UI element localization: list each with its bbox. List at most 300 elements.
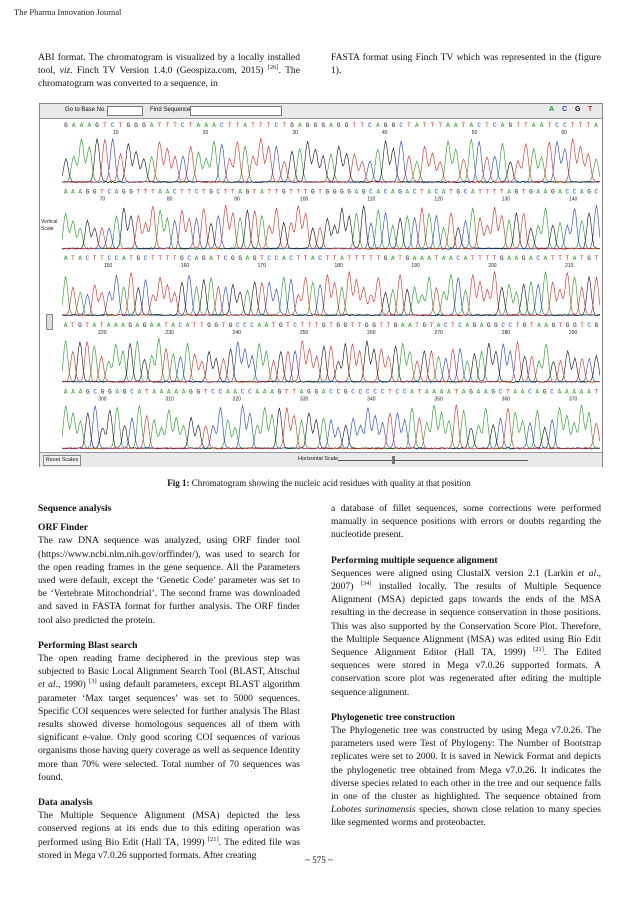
base-call: A [226,388,230,396]
base-call: A [579,388,584,396]
base-call: T [388,388,392,396]
base-call: G [383,122,388,129]
base-call: C [550,388,554,396]
base-call: A [311,255,315,263]
base-call: T [100,255,104,263]
base-call: C [107,255,112,263]
position-tick: 30 [292,130,298,136]
position-tick: 150 [103,263,113,270]
base-call: T [451,321,455,329]
base-call: T [118,122,123,129]
base-call: T [303,255,308,263]
base-call: C [181,122,185,129]
base-call: T [478,188,482,196]
base-call: T [430,122,435,129]
base-call: A [233,388,237,396]
base-call: A [412,255,417,263]
base-call: G [336,321,340,329]
phylogenetic-paragraph: The Phylogenetic tree was constructed by using Mega v7.0.26. The parameters used were Test of Phylogeny: The Number of Bootstrap replicates were set to 2000. It is saved in Newick Format and depicts the phylogenetic tree obtained from Mega v7.0.26. It indicates the diverse species related to each other in the tree and our sequence falls in one of the cluster as highlighted. The sequence obtained from Lobotes surinamensis species, shown close relation to many species like segmented worms and proteobacter. [331,725,601,829]
base-call: T [180,188,184,196]
base-call: G [142,321,147,329]
base-call: T [267,188,272,196]
base-call: C [336,388,341,396]
base-call: A [376,188,381,196]
vertical-scale-slider[interactable] [46,314,53,330]
base-call: T [578,122,583,129]
base-call: G [95,122,99,129]
base-call: A [262,388,267,396]
base-call: A [264,321,269,329]
base-call: T [361,255,366,263]
right-column [331,502,601,836]
base-call: T [314,321,319,329]
base-call: C [369,188,373,196]
base-call: A [572,255,577,263]
base-call: A [167,388,171,396]
base-call: C [587,321,592,329]
base-call: C [463,188,468,196]
base-call: A [537,321,541,329]
base-call: G [542,388,547,396]
position-tick: 300 [98,396,107,403]
base-call: T [478,255,482,263]
base-call: C [223,255,228,263]
left-column [38,502,300,868]
vertical-scale-label-2: Scale [41,226,54,232]
position-tick: 310 [165,396,174,403]
base-call: C [274,255,279,263]
base-call: G [142,122,146,129]
base-call: T [449,188,453,196]
base-call: T [307,321,312,329]
base-call: A [185,321,190,329]
base-call: A [92,321,97,329]
base-call: A [149,122,154,129]
base-call: A [204,122,209,129]
base-call: G [372,321,376,329]
base-call: T [594,255,599,263]
base-call: A [329,122,333,129]
base-call: C [274,122,279,129]
base-call: T [99,321,104,329]
go-to-base-label: Go to Base No. [65,107,107,113]
base-call: T [438,122,442,129]
base-call: T [274,188,279,196]
base-call: A [543,255,548,263]
base-call: T [524,122,528,129]
base-call: G [383,255,388,263]
base-call: T [492,188,497,196]
base-call: T [289,188,293,196]
base-call: C [477,122,481,129]
base-call: G [305,122,310,129]
base-call: A [557,388,562,396]
base-call: G [228,321,233,329]
base-call: G [594,321,599,329]
position-tick: 210 [565,263,574,270]
base-call: T [516,122,520,129]
base-call: A [135,321,140,329]
base-call: A [165,188,170,196]
base-call: A [78,388,83,396]
base-call: C [563,122,567,129]
orf-finder-paragraph: The raw DNA sequence was analyzed, using ORF finder tool (https://www.ncbi.nlm.nih.gov/orffinder/), was used to search for the open reading frames in the gene sequence. All the Parameters used were default, except the ‘Genetic Code’ parameter was set to be ‘Vertebrate Mitochondrial’. The second frame was downloaded and saved in FASTA format for further analysis. The ORF finder tool also predicted the protein. [38,535,300,626]
base-call: A [439,388,444,396]
base-call: C [218,388,223,396]
base-call: A [543,188,548,196]
base-call: A [354,188,359,196]
data-analysis-paragraph-cont: a database of fillet sequences, some corrections were performed manually in sequence positions with errors or doubts regarding the nucleotide present. [331,503,601,541]
base-call: C [248,388,252,396]
base-call: A [114,188,119,196]
base-call: G [343,321,348,329]
base-call: T [329,321,333,329]
horizontal-scale-track [338,460,528,461]
base-call: C [178,321,183,329]
base-call: T [360,122,364,129]
base-call: C [412,188,417,196]
base-call: A [408,321,412,329]
base-call: A [479,321,484,329]
base-call: T [296,255,301,263]
base-call: A [209,255,213,263]
base-call: T [103,122,107,129]
base-call: G [487,321,491,329]
base-call: C [110,122,115,129]
base-call: T [173,122,177,129]
base-call: T [284,388,289,396]
base-call: G [201,255,206,263]
horizontal-scale-thumb[interactable] [392,456,395,464]
base-call: C [402,388,407,396]
base-call: C [458,321,462,329]
base-call: A [400,321,405,329]
base-call: G [587,255,591,263]
finchtv-bottombar [40,452,602,467]
position-tick: 60 [561,130,567,136]
base-call: T [570,122,575,129]
vertical-scale-label-1: Vertical [41,219,58,225]
base-t-toggle[interactable]: T [588,106,593,113]
position-tick: 280 [501,329,511,336]
base-call: C [383,188,388,196]
base-call: A [514,255,519,263]
base-call: T [271,321,276,329]
base-call: A [174,388,179,396]
base-call: A [113,321,118,329]
base-call: A [71,388,75,396]
base-call: T [223,188,228,196]
base-call: T [300,321,305,329]
go-to-base-input[interactable] [107,106,143,116]
base-call: C [565,188,570,196]
base-call: C [211,388,215,396]
base-call: T [565,255,570,263]
base-call: G [325,188,330,196]
base-call: G [277,388,282,396]
base-call: A [520,388,525,396]
base-call: G [565,321,570,329]
base-call: C [366,388,370,396]
base-call: C [267,255,272,263]
base-call: A [535,388,540,396]
base-call: A [507,188,511,196]
base-call: C [194,188,199,196]
base-call: A [375,122,380,129]
base-call: T [200,321,204,329]
trace-g [62,138,600,182]
base-call: A [441,255,446,263]
base-call: A [152,388,156,396]
base-call: C [329,388,333,396]
base-call: T [221,321,226,329]
position-tick: 320 [232,396,242,403]
base-call: G [391,122,396,129]
base-call: G [405,255,410,263]
base-call: T [303,188,308,196]
base-call: G [573,321,577,329]
base-call: G [313,122,318,129]
base-c-toggle[interactable]: C [562,106,568,113]
base-call: T [347,255,351,263]
trace-t [62,405,600,449]
base-call: A [539,122,544,129]
base-call: C [456,255,461,263]
base-call: T [558,321,563,329]
base-call: A [106,321,111,329]
position-tick: 10 [113,130,119,136]
base-call: A [507,255,511,263]
base-call: A [212,122,216,129]
base-call: T [296,188,301,196]
base-call: C [434,188,439,196]
base-call: T [292,388,296,396]
base-call: T [144,388,149,396]
base-call: T [580,255,584,263]
base-call: A [115,388,120,396]
base-call: A [157,321,161,329]
top-left-column [38,51,300,97]
base-call: A [544,321,549,329]
base-call: G [422,321,427,329]
base-call: G [214,321,219,329]
position-tick: 230 [165,329,174,336]
base-call: A [171,321,175,329]
base-call: T [470,255,475,263]
base-call: C [235,321,240,329]
position-tick: 80 [166,196,173,203]
base-call: G [209,188,213,196]
base-call: G [343,388,348,396]
base-call: G [469,388,473,396]
base-call: T [165,255,170,263]
position-tick: 200 [488,263,497,270]
trace-t [62,205,600,249]
base-call: A [63,388,68,396]
position-tick: 110 [367,196,376,203]
base-call: T [521,188,526,196]
base-call: G [587,188,591,196]
base-call: C [93,388,97,396]
base-call: T [547,122,552,129]
base-call: T [357,321,362,329]
base-call: A [432,388,436,396]
base-call: A [299,388,304,396]
base-call: A [71,188,75,196]
base-call: T [231,188,235,196]
base-call: G [85,388,90,396]
base-call: C [143,255,148,263]
base-call: A [245,255,250,263]
base-call: A [87,122,92,129]
base-call: G [550,188,555,196]
base-a-toggle[interactable]: A [549,106,555,113]
base-call: A [565,388,569,396]
base-call: T [151,188,155,196]
base-call: A [513,388,518,396]
finchtv-toolbar [40,104,602,119]
base-call: G [529,188,533,196]
base-call: T [216,255,221,263]
base-call: A [529,255,533,263]
base-call: G [508,122,513,129]
base-call: T [461,122,466,129]
base-call: A [281,255,286,263]
base-call: T [369,255,373,263]
base-call: A [427,188,431,196]
base-call: C [501,321,505,329]
base-call: A [587,388,591,396]
base-call: G [238,255,242,263]
journal-title: The Pharma Innovation Journal [14,7,122,17]
trace-a [62,338,600,383]
base-call: T [398,255,402,263]
base-call: A [255,388,260,396]
base-call: T [318,188,322,196]
base-call: G [321,122,326,129]
base-call: A [483,388,488,396]
base-call: C [373,388,378,396]
position-tick: 140 [568,196,578,203]
base-call: T [227,122,232,129]
base-call: G [307,388,311,396]
position-tick: 350 [434,396,443,403]
base-call: T [515,321,520,329]
position-tick: 180 [334,263,343,270]
base-call: G [134,122,138,129]
base-call: T [165,122,170,129]
position-tick: 240 [232,329,242,336]
base-call: T [506,388,510,396]
subheading-msa: Performing multiple sequence alignment [331,554,498,566]
base-call: T [203,388,208,396]
msa-paragraph: Sequences were aligned using ClustalX version 2.1 (Larkin et al., 2007) [34] installed locally. The results of Multiple Sequence Alignment (MSA) depicted gaps towards the ends of the MSA resulting in the decrease in sequence conservation in those positions. This was also supported by the Conservation Score Plot. Therefore, the Multiple Sequence Alignment (MSA) was edited using Bio Edit Sequence Alignment Editor (Hall TA, 1999) [21]. The Edited sequences were stored in Mega v7.0.26 supported formats. A conservation score plot was regenerated after editing the multiple sequence alignment. [331,567,601,698]
base-call: T [187,188,192,196]
position-tick: 270 [434,329,443,336]
base-call: C [536,255,541,263]
base-call: A [298,122,302,129]
base-call: A [63,321,68,329]
base-call: T [252,188,257,196]
base-call: A [194,255,199,263]
base-call: C [243,321,247,329]
base-call: T [172,255,177,263]
find-sequence-input[interactable] [190,106,282,116]
position-tick: 160 [180,263,190,270]
base-call: T [235,122,240,129]
base-call: C [240,388,245,396]
base-call: T [485,255,490,263]
horizontal-scale-label: Horizontal Scale [298,456,339,462]
base-call: G [393,321,398,329]
base-call: T [485,188,490,196]
base-call: C [318,255,322,263]
subheading-phylogenetic-tree: Phylogenetic tree construction [331,711,455,723]
base-call: T [594,388,599,396]
base-call: C [187,255,192,263]
base-call: T [352,122,357,129]
base-call: G [121,188,126,196]
base-call: T [386,321,391,329]
base-call: T [129,255,133,263]
base-call: T [157,122,162,129]
base-call: G [336,122,341,129]
base-call: T [550,255,555,263]
reset-scales-button[interactable]: Reset Scales [43,455,81,466]
base-call: G [491,388,495,396]
base-call: A [453,122,458,129]
base-call: G [314,388,319,396]
intro-paragraph: ABI format. The chromatogram is visualized by a locally installed tool, viz. Finch TV Version 1.4.0 (Geospiza.com, 2015) [26]. The chromatogram was converted to a sequence, in [38,52,300,90]
base-call: T [143,188,148,196]
base-g-toggle[interactable]: G [575,106,581,113]
base-call: G [522,321,527,329]
base-call: A [446,122,450,129]
base-call: T [434,255,439,263]
base-call: G [85,188,90,196]
base-call: A [405,188,410,196]
base-call: A [196,122,201,129]
base-call: A [500,122,505,129]
base-call: T [151,255,155,263]
base-call: T [379,321,384,329]
base-call: A [461,388,466,396]
base-call: A [63,188,68,196]
position-tick: 340 [367,396,376,403]
base-call: A [238,188,242,196]
base-call: G [311,188,315,196]
position-tick: 290 [568,329,578,336]
position-tick: 220 [98,329,107,336]
base-call: T [500,188,504,196]
base-call: A [321,388,326,396]
base-call: C [220,122,224,129]
base-call: A [181,388,186,396]
base-call: G [500,255,504,263]
subheading-blast: Performing Blast search [38,639,138,651]
top-right-column [331,51,601,83]
base-call: C [555,122,559,129]
base-call: G [332,188,337,196]
base-call: T [158,255,162,263]
base-call: T [530,321,534,329]
base-call: A [414,122,419,129]
base-call: T [100,188,104,196]
base-call: G [128,321,132,329]
base-call: A [121,255,126,263]
base-call: C [498,388,503,396]
base-call: A [260,188,264,196]
